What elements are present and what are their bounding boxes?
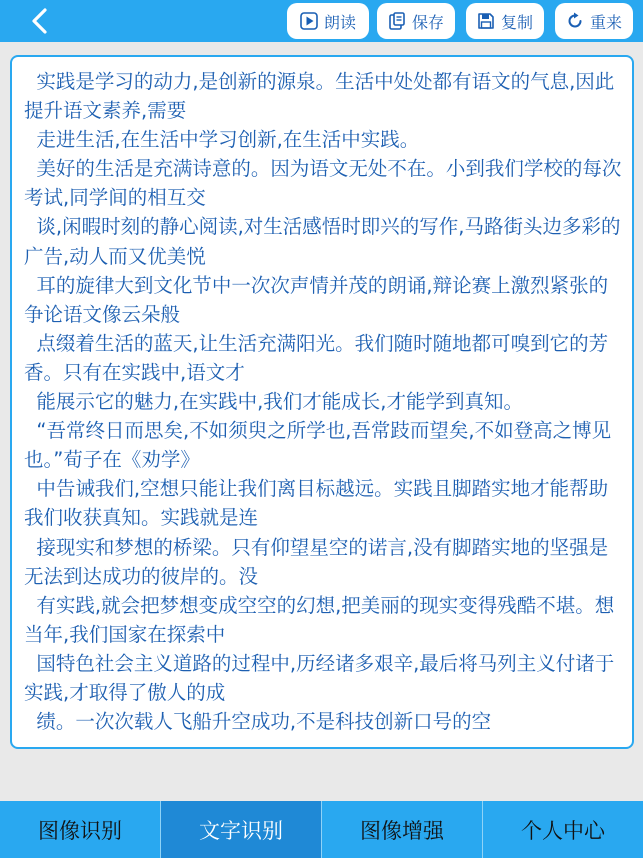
floppy-disk-icon: [477, 12, 495, 30]
save-button[interactable]: [377, 3, 455, 39]
tab-image-enhance[interactable]: [322, 801, 483, 858]
tab-image-recognition[interactable]: [0, 801, 161, 858]
clipboard-icon: [388, 12, 406, 30]
tab-personal-center[interactable]: [483, 801, 643, 858]
tab-label: 图像识别: [38, 818, 122, 843]
bottom-tab-bar: [0, 801, 643, 858]
save-label: 保存: [411, 12, 444, 32]
read-aloud-button[interactable]: [287, 3, 369, 39]
reset-button[interactable]: [555, 3, 633, 39]
tab-text-recognition[interactable]: [161, 801, 322, 858]
tab-label: 个人中心: [521, 818, 605, 843]
play-icon: [300, 12, 318, 30]
back-button[interactable]: [22, 4, 56, 38]
chevron-left-icon: [30, 8, 48, 34]
copy-button[interactable]: [466, 3, 544, 39]
ocr-result-box: [10, 55, 634, 749]
tab-label: 文字识别: [199, 818, 283, 843]
top-toolbar: [0, 0, 643, 42]
tab-label: 图像增强: [360, 818, 444, 843]
refresh-icon: [566, 12, 584, 30]
ocr-result-textarea[interactable]: [24, 67, 622, 747]
read-aloud-label: 朗读: [323, 12, 356, 32]
copy-label: 复制: [500, 12, 533, 32]
reset-label: 重来: [589, 12, 622, 32]
